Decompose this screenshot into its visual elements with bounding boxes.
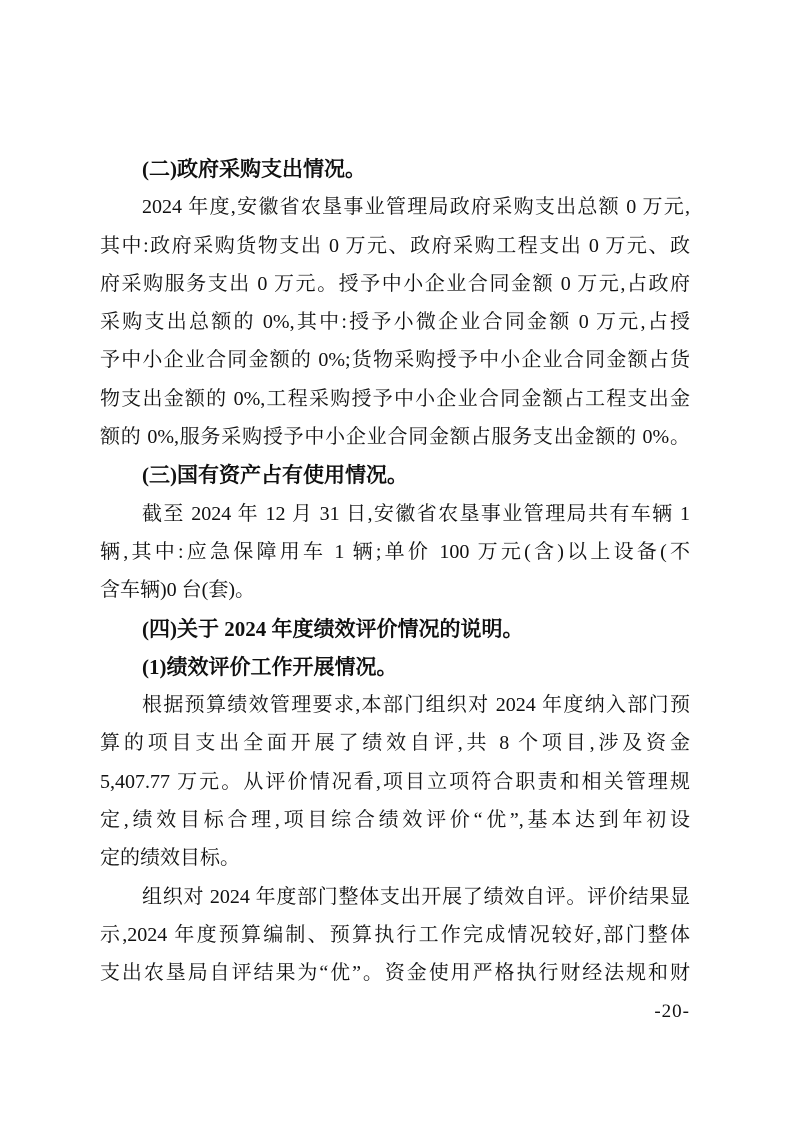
text-line: 物支出金额的 0%,工程采购授予中小企业合同金额占工程支出金	[100, 387, 690, 410]
section-heading-procurement: (二)政府采购支出情况。	[142, 157, 366, 181]
text-line: 定,绩效目标合理,项目综合绩效评价“优”,基本达到年初设	[100, 809, 690, 832]
text-line: 府采购服务支出 0 万元。授予中小企业合同金额 0 万元,占政府	[100, 272, 690, 295]
text-line: 截至 2024 年 12 月 31 日,安徽省农垦事业管理局共有车辆 1	[142, 502, 690, 525]
section-heading-performance-evaluation: (四)关于 2024 年度绩效评价情况的说明。	[142, 616, 524, 641]
text-line: 5,407.77 万元。从评价情况看,项目立项符合职责和相关管理规	[100, 770, 690, 793]
text-line: 额的 0%,服务采购授予中小企业合同金额占服务支出金额的 0%。	[100, 426, 690, 449]
text-line: 采购支出总额的 0%,其中:授予小微企业合同金额 0 万元,占授	[100, 311, 690, 334]
subsection-heading-evaluation-work: (1)绩效评价工作开展情况。	[142, 654, 398, 679]
text-line: 予中小企业合同金额的 0%;货物采购授予中小企业合同金额占货	[100, 349, 690, 372]
text-line: 辆,其中:应急保障用车 1 辆;单价 100 万元(含)以上设备(不	[100, 540, 690, 563]
text-line: 支出农垦局自评结果为“优”。资金使用严格执行财经法规和财	[100, 962, 690, 985]
text-line: 算的项目支出全面开展了绩效自评,共 8 个项目,涉及资金	[100, 732, 690, 755]
text-line: 其中:政府采购货物支出 0 万元、政府采购工程支出 0 万元、政	[100, 234, 690, 257]
section-heading-state-assets: (三)国有资产占有使用情况。	[142, 463, 408, 488]
page-number: -20-	[654, 1000, 690, 1022]
text-line: 组织对 2024 年度部门整体支出开展了绩效自评。评价结果显	[142, 885, 690, 908]
text-line: 含车辆)0 台(套)。	[100, 579, 255, 602]
text-line: 示,2024 年度预算编制、预算执行工作完成情况较好,部门整体	[100, 923, 690, 946]
text-line: 2024 年度,安徽省农垦事业管理局政府采购支出总额 0 万元,	[142, 196, 690, 219]
page-content	[100, 150, 690, 1031]
text-line: 根据预算绩效管理要求,本部门组织对 2024 年度纳入部门预	[142, 694, 690, 717]
text-line: 定的绩效目标。	[100, 847, 240, 870]
